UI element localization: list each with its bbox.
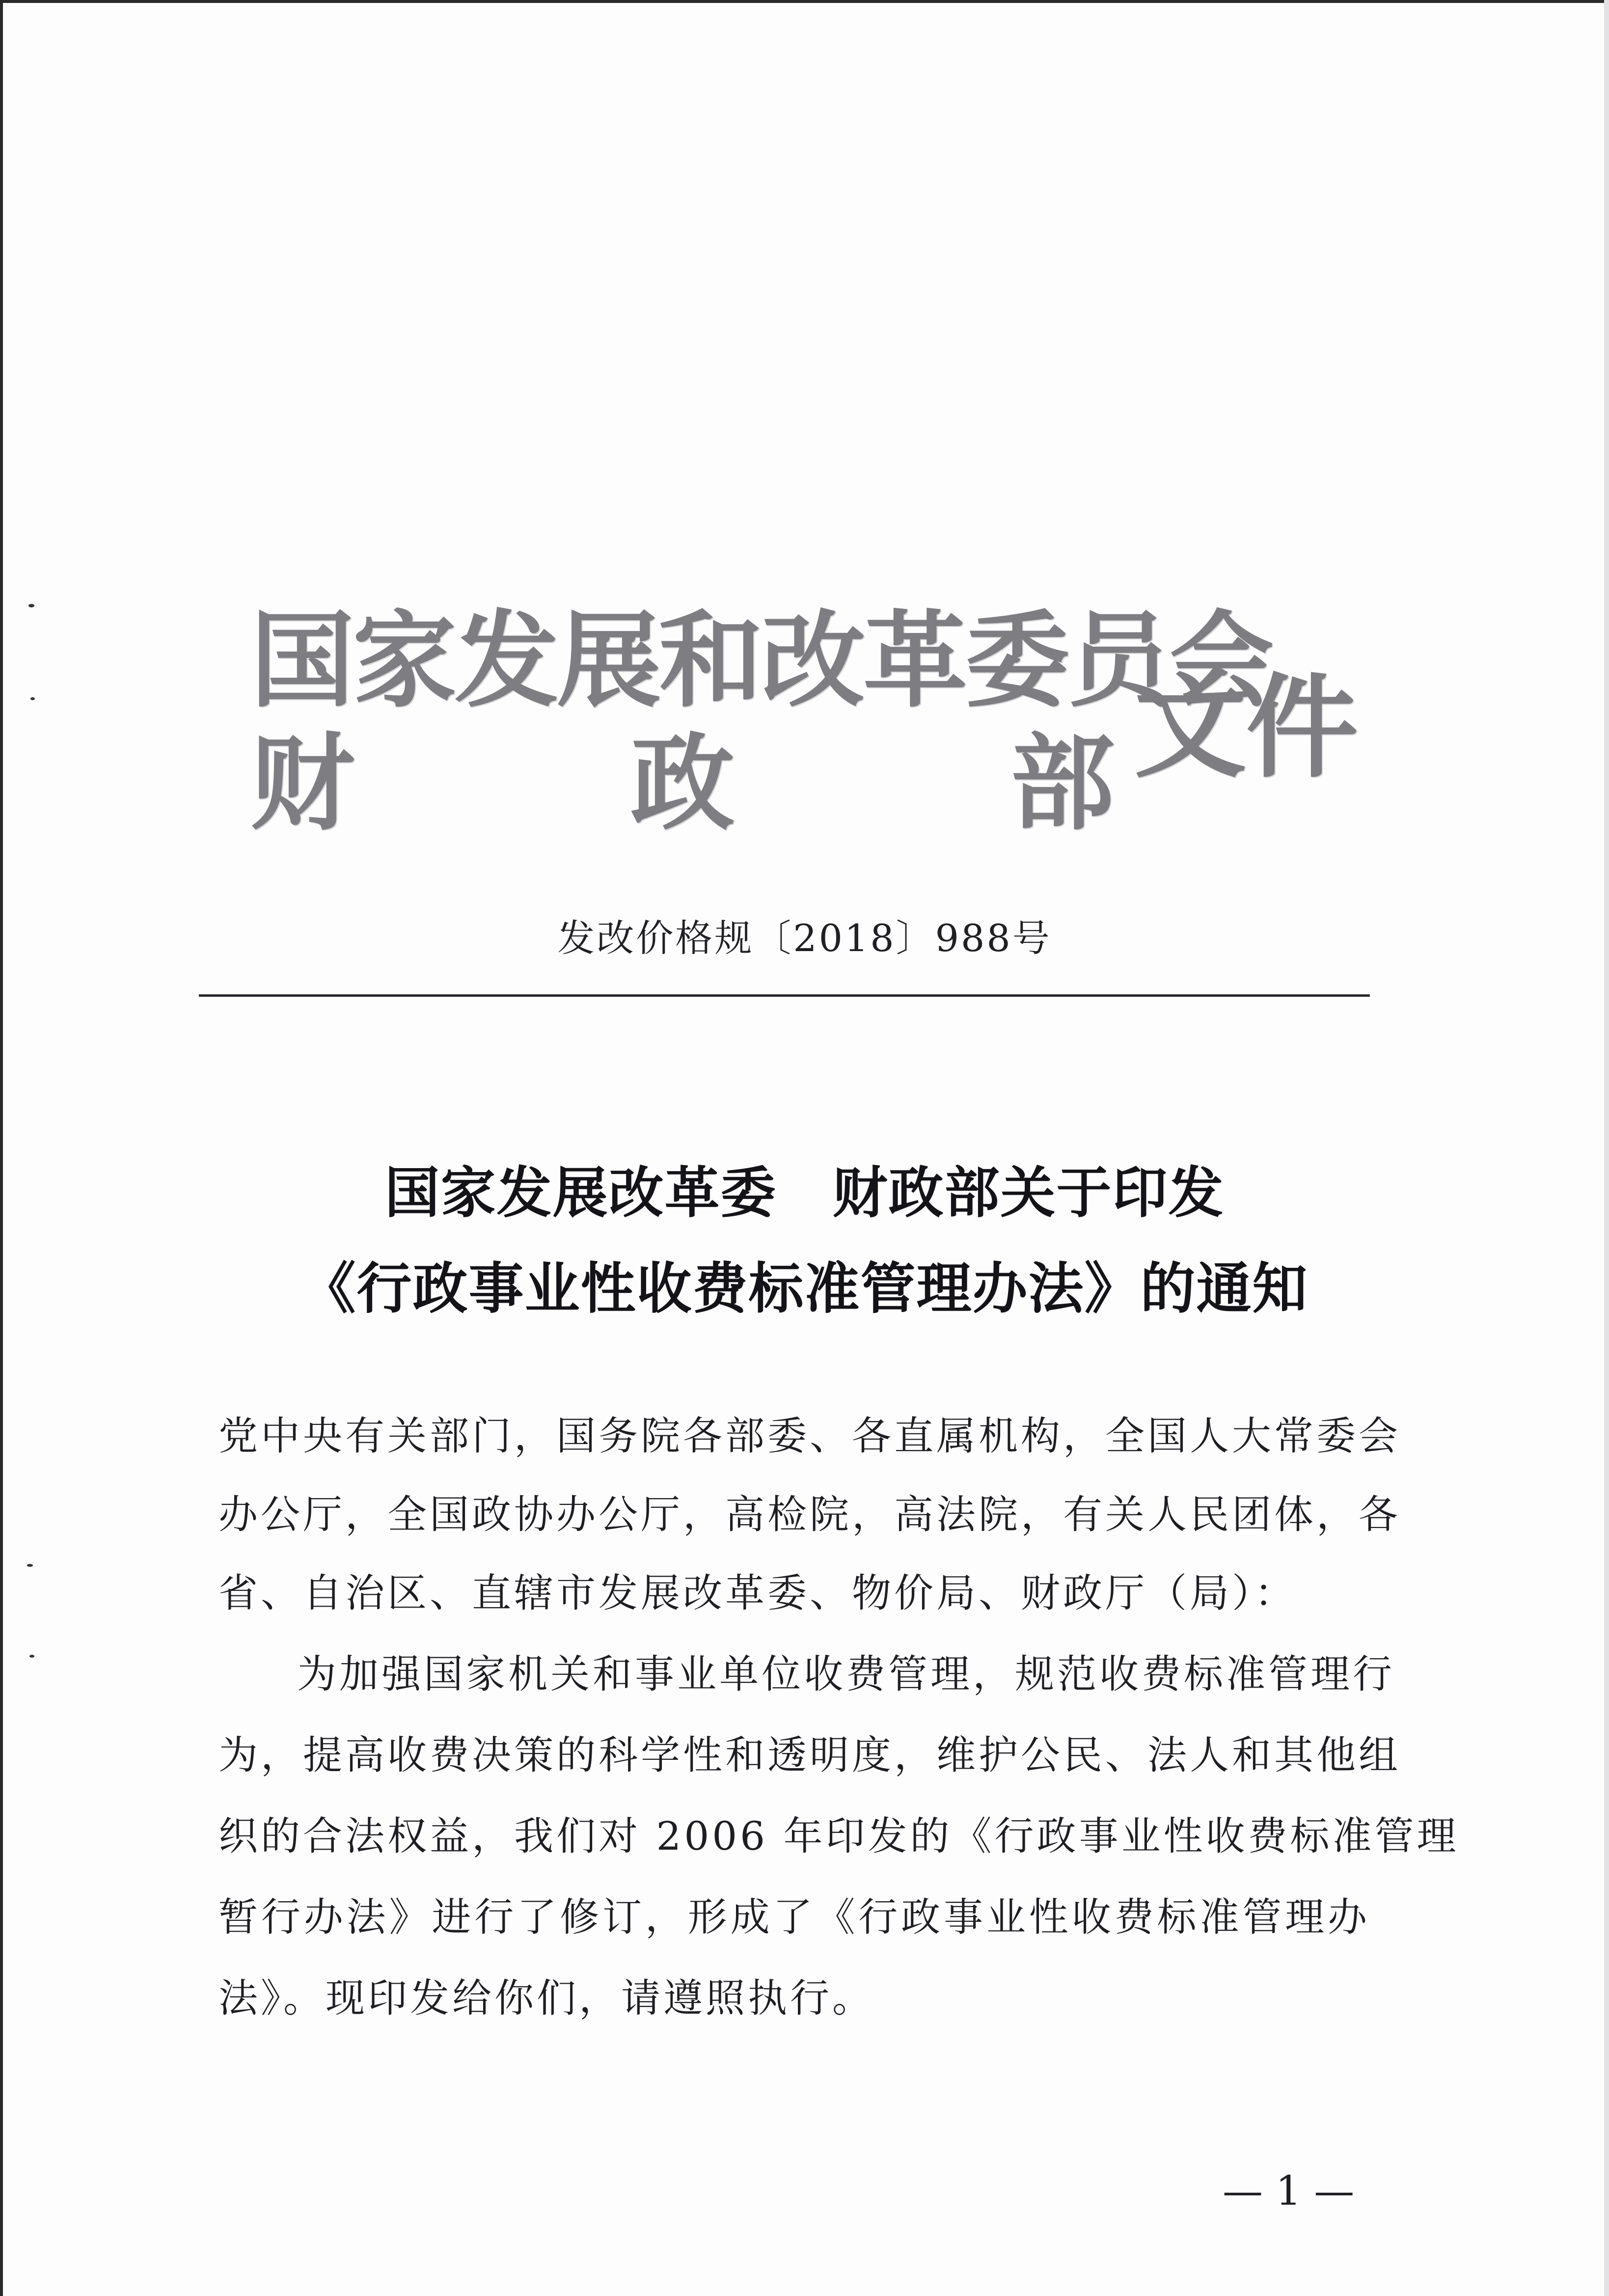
header-divider bbox=[199, 994, 1370, 997]
recipients-line: 省、自治区、直辖市发展改革委、物价局、财政厅（局）： bbox=[218, 1570, 1297, 1616]
scan-edge-right bbox=[1604, 0, 1609, 2296]
paragraph-line: 为，提高收费决策的科学性和透明度，维护公民、法人和其他组 bbox=[218, 1732, 1401, 1778]
recipients-line: 党中央有关部门，国务院各部委、各直属机构，全国人大常委会 bbox=[218, 1413, 1401, 1459]
document-number: 发改价格规〔2018〕988号 bbox=[557, 916, 1052, 960]
document-title-line-1: 国家发展改革委 财政部关于印发 bbox=[384, 1161, 1225, 1225]
recipients-line: 办公厅，全国政协办公厅，高检院，高法院，有关人民团体，各 bbox=[218, 1492, 1401, 1537]
page-number: — 1 — bbox=[1223, 2168, 1355, 2214]
document-kind: 文件 bbox=[1134, 661, 1358, 793]
document-title-line-2: 《行政事业性收费标准管理办法》的通知 bbox=[300, 1257, 1309, 1321]
scan-speck bbox=[30, 697, 35, 700]
paragraph-line: 法》。现印发给你们，请遵照执行。 bbox=[218, 1975, 874, 2021]
issuer-ndrc: 国家发展和改革委员会 bbox=[250, 599, 1272, 721]
issuer-mof-char: 政 bbox=[630, 722, 735, 844]
paragraph-line: 为加强国家机关和事业单位收费管理，规范收费标准管理行 bbox=[297, 1651, 1395, 1697]
paragraph-line: 暂行办法》进行了修订，形成了《行政事业性收费标准管理办 bbox=[218, 1894, 1370, 1940]
scan-speck bbox=[28, 604, 34, 607]
scan-edge-left bbox=[0, 0, 3, 2296]
scan-edge-top bbox=[0, 0, 1609, 3]
issuer-mof-char: 部 bbox=[1010, 722, 1115, 844]
issuer-mof-char: 财 bbox=[250, 722, 355, 844]
scan-speck bbox=[27, 1564, 33, 1567]
scan-speck bbox=[29, 1655, 34, 1658]
paragraph-line: 织的合法权益，我们对 2006 年印发的《行政事业性收费标准管理 bbox=[218, 1813, 1459, 1859]
issuer-mof bbox=[250, 700, 1115, 849]
